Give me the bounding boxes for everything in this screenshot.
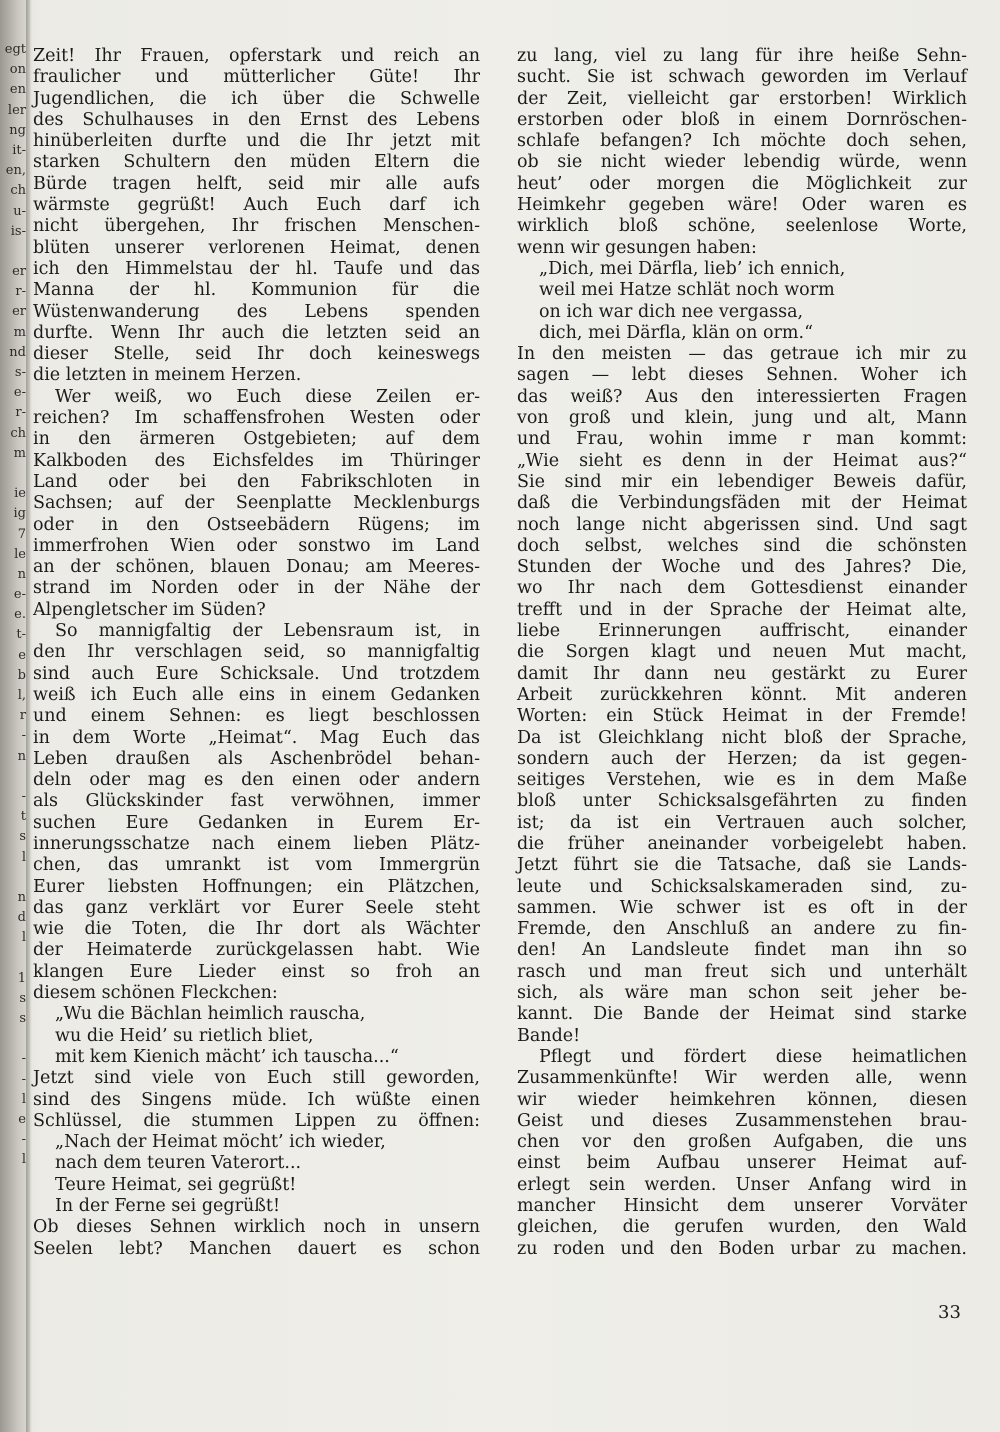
text-line: on ich war dich nee vergassa, [539, 301, 804, 322]
gutter-fragment: 1 [17, 970, 26, 986]
gutter-fragment: t [20, 809, 26, 825]
text-line: Ob dieses Sehnen wirklich noch in unsern [33, 1217, 480, 1238]
text-line: sind des Singens müde. Ich wüßte einen [33, 1089, 480, 1110]
text-line: an der schönen, blauen Donau; am Meeres- [33, 557, 480, 578]
text-line: Geist und dieses Zusammenstehen brau- [517, 1110, 967, 1131]
gutter-fragment: en [9, 82, 26, 98]
gutter-fragment [0, 948, 26, 968]
text-line: Kalkboden des Eichsfeldes im Thüringer [33, 450, 480, 471]
gutter-fragment: e- [13, 385, 26, 401]
text-line: Jugendlichen, die ich über die Schwelle [33, 88, 480, 109]
text-line: Eurer liebsten Hoffnungen; ein Plätzchen, [33, 876, 480, 897]
gutter-fragment: n [17, 566, 26, 582]
text-line: und Frau, wohin imme r man kommt: [517, 429, 967, 450]
text-line: chen, das umrankt ist vom Immergrün [33, 855, 480, 876]
right-text-column [517, 46, 967, 1260]
text-line: Bande! [517, 1025, 581, 1046]
text-line: innerungsschatze nach einem lieben Plätz- [33, 833, 480, 854]
text-line: Alpengletscher im Süden? [33, 599, 266, 620]
text-line: diesem schönen Fleckchen: [33, 983, 278, 1004]
gutter-fragment: ie [14, 486, 26, 502]
gutter-fragment [0, 1171, 26, 1191]
text-line: erlegt sein werden. Unser Anfang wird in [517, 1174, 967, 1195]
text-line: der Heimaterde zurückgelassen habt. Wie [33, 940, 480, 961]
gutter-fragment: m [13, 445, 26, 461]
gutter-fragment: ler [7, 102, 26, 118]
gutter-fragment: r- [15, 405, 26, 421]
gutter-fragment: s- [14, 365, 26, 380]
text-line: das ganz verklärt vor Eurer Seele steht [33, 897, 480, 918]
gutter-fragment: it- [12, 142, 26, 158]
text-line: Heimkehr gegeben wäre! Oder waren es [517, 195, 967, 216]
text-line: ich den Himmelstau der hl. Taufe und das [33, 258, 480, 279]
text-line: die letzten in meinem Herzen. [33, 365, 302, 386]
gutter-fragment: - [21, 1051, 26, 1067]
text-line: ob sie nicht wieder lebendig würde, wenn [517, 152, 967, 173]
gutter-fragment: l [21, 1091, 26, 1107]
gutter-fragment [0, 1029, 26, 1049]
text-line: schlafe befangen? Ich möchte doch sehen, [517, 131, 967, 152]
gutter-fragment: - [21, 1071, 26, 1087]
text-line: mit kem Kienich mächt’ ich tauscha...“ [55, 1046, 399, 1067]
text-line: seitiges Verstehen, wie es in dem Maße [517, 770, 967, 791]
gutter-fragment: n [17, 889, 26, 905]
text-line: Land oder bei den Fabrikschloten in [33, 471, 480, 492]
text-line: die früher aneinander vorbeigelebt haben. [517, 833, 967, 854]
left-text-column [33, 46, 480, 1260]
text-line: nach dem teuren Vaterort... [55, 1153, 302, 1174]
page-number: 33 [938, 1302, 961, 1323]
text-line: rasch und man freut sich und unterhält [517, 961, 967, 982]
gutter-fragment: s [19, 990, 26, 1006]
text-line: mancher Hinsicht dem unserer Vorväter [517, 1196, 967, 1217]
gutter-fragment: egt [4, 42, 26, 57]
gutter-fragment: er [12, 304, 26, 320]
text-line: und einem Sehnen: es liegt beschlossen [33, 706, 480, 727]
gutter-fragment [0, 464, 26, 484]
text-line: wirklich bloß schöne, seelenlose Worte, [517, 216, 967, 237]
text-line: Da ist Gleichklang nicht bloß der Sprache, [517, 727, 967, 748]
text-line: den! An Landsleute findet man ihn so [517, 940, 967, 961]
gutter-fragment: r [19, 708, 26, 724]
gutter-fragment: s [19, 1011, 26, 1026]
text-line: sind auch Eure Schicksale. Und trotzdem [33, 663, 480, 684]
gutter-fragment: d [17, 910, 26, 926]
gutter-fragment: is- [10, 223, 26, 239]
text-line: starken Schultern den müden Eltern die [33, 152, 480, 173]
text-line: heut’ oder morgen die Möglichkeit zur [517, 173, 967, 194]
text-line: sondern auch der Herzen; da ist gegen- [517, 748, 967, 769]
text-line: „Wu die Bächlan heimlich rauscha, [55, 1004, 366, 1025]
gutter-fragment: t- [16, 627, 26, 643]
text-line: doch selbst, welches sind die schönsten [517, 535, 967, 556]
gutter-fragment: s [19, 829, 26, 845]
text-line: nicht übergehen, Ihr frischen Menschen- [33, 216, 480, 237]
text-line: durfte. Wenn Ihr auch die letzten seid an [33, 322, 480, 343]
gutter-fragment: u- [13, 203, 26, 219]
text-line: immerfrohen Wien oder sonstwo im Land [33, 535, 480, 556]
text-line: wenn wir gesungen haben: [517, 237, 757, 258]
text-line: oder in den Ostseebädern Rügens; im [33, 514, 480, 535]
gutter-fragment: - [21, 728, 26, 744]
gutter-fragment: e. [14, 607, 26, 623]
gutter-fragment: r- [15, 284, 26, 300]
gutter-fragment: le [14, 546, 26, 562]
text-line: Schlüssel, die stummen Lippen zu öffnen: [33, 1110, 480, 1131]
text-line: suchen Eure Gedanken in Eurem Er- [33, 812, 480, 833]
text-line: in den ärmeren Ostgebieten; auf dem [33, 429, 480, 450]
gutter-fragment: e- [13, 587, 26, 603]
text-line: Zusammenkünfte! Wir werden alle, wenn [517, 1068, 967, 1089]
text-line: Jetzt führt sie die Tatsache, daß sie Lands- [517, 855, 967, 876]
text-line: wie die Toten, die Ihr dort als Wächter [33, 919, 480, 940]
gutter-fragment: e [18, 647, 26, 663]
text-line: weil mei Hatze schlät noch worm [539, 280, 835, 301]
gutter-fragment: - [21, 788, 26, 804]
text-line: noch lange nicht abgerissen sind. Und sagt [517, 514, 967, 535]
gutter-fragment [0, 1191, 26, 1211]
gutter-fragment: l [21, 849, 26, 865]
text-line: daß die Verbindungsfäden mit der Heimat [517, 493, 967, 514]
gutter-fragment: - [21, 1132, 26, 1148]
text-line: Pflegt und fördert diese heimatlichen [539, 1046, 967, 1067]
gutter-fragment: e [18, 1111, 26, 1127]
text-line: Manna der hl. Kommunion für die [33, 280, 480, 301]
text-line: zu roden und den Boden urbar zu machen. [517, 1238, 967, 1259]
gutter-fragment [0, 767, 26, 787]
gutter-fragment: er [12, 264, 26, 280]
text-line: dich, mei Därfla, klän on orm.“ [539, 322, 814, 343]
text-line: klangen Eure Lieder einst so froh an [33, 961, 480, 982]
text-line: wo Ihr nach dem Gottesdienst einander [517, 578, 967, 599]
text-line: der Zeit, vielleicht gar erstorben! Wirklich [517, 88, 967, 109]
text-line: Worten: ein Stück Heimat in der Fremde! [517, 706, 967, 727]
text-line: leute und Schicksalskameraden sind, zu- [517, 876, 967, 897]
text-line: sammen. Wie schwer ist es oft in der [517, 897, 967, 918]
text-line: wu die Heid’ su rietlich bliet, [55, 1025, 314, 1046]
gutter-fragment: ch [10, 183, 26, 199]
text-line: das weiß? Aus den interessierten Fragen [517, 386, 967, 407]
gutter-fragment: b [17, 667, 26, 683]
text-line: Leben draußen als Aschenbrödel behan- [33, 748, 480, 769]
text-line: von groß und klein, jung und alt, Mann [517, 408, 967, 429]
text-line: Wer weiß, wo Euch diese Zeilen er- [55, 386, 480, 407]
text-line: des Schulhauses in den Ernst des Lebens [33, 109, 480, 130]
text-line: Fremde, den Anschluß an andere zu fin- [517, 919, 967, 940]
text-line: fraulicher und mütterlicher Güte! Ihr [33, 67, 480, 88]
gutter-fragment: l [21, 1152, 26, 1168]
gutter-fragment: m [13, 324, 26, 340]
gutter-fragment [0, 868, 26, 888]
text-line: zu lang, viel zu lang für ihre heiße Sehn- [517, 46, 967, 66]
text-line: wärmste gegrüßt! Auch Euch darf ich [33, 195, 480, 216]
text-line: damit Ihr dann neu gestärkt zu Eurer [517, 663, 967, 684]
text-line: trefft und in der Sprache der Heimat alte, [517, 599, 967, 620]
gutter-fragment: ig [13, 506, 26, 522]
text-line: als Glückskinder fast verwöhnen, immer [33, 791, 480, 812]
gutter-fragment: on [9, 62, 26, 78]
gutter-fragment: ch [10, 425, 26, 441]
text-line: In der Ferne sei gegrüßt! [55, 1196, 280, 1217]
text-line: kannt. Die Bande der Heimat sind starke [517, 1004, 967, 1025]
gutter-fragment: l [21, 930, 26, 946]
gutter-fragment: ng [9, 122, 26, 138]
text-line: Stunden der Woche und des Jahres? Die, [517, 557, 967, 578]
text-line: So mannigfaltig der Lebensraum ist, in [55, 621, 480, 642]
text-line: ist; da ist ein Vertrauen auch solcher, [517, 812, 967, 833]
text-line: sich, als wäre man schon seit jeher be- [517, 983, 967, 1004]
text-line: dieser Stelle, seid Ihr doch keineswegs [33, 344, 480, 365]
text-line: weiß ich Euch alle eins in einem Gedanken [33, 684, 480, 705]
gutter-fragment: nd [9, 344, 26, 360]
text-line: erstorben oder bloß in einem Dornröschen- [517, 109, 967, 130]
text-line: die Sorgen klagt und neuen Mut macht, [517, 642, 967, 663]
binding-shadow [26, 0, 32, 1432]
gutter-fragment [0, 242, 26, 262]
text-line: Jetzt sind viele von Euch still geworden, [33, 1068, 480, 1089]
text-line: „Nach der Heimat möcht’ ich wieder, [55, 1132, 386, 1153]
text-line: „Wie sieht es denn in der Heimat aus?“ [517, 450, 967, 471]
text-line: Teure Heimat, sei gegrüßt! [55, 1174, 297, 1195]
text-line: Sie sind mir ein lebendiger Beweis dafür, [517, 471, 967, 492]
text-line: hinüberleiten durfte und die Ihr jetzt mit [33, 131, 480, 152]
text-line: sagen — lebt dieses Sehnen. Woher ich [517, 365, 967, 386]
gutter-fragment: 7 [17, 526, 26, 542]
gutter-fragment: n [17, 748, 26, 764]
text-line: in dem Worte „Heimat“. Mag Euch das [33, 727, 480, 748]
text-line: Bürde tragen helft, seid mir alle aufs [33, 173, 480, 194]
gutter-fragment: en, [5, 163, 26, 179]
text-line: strand im Norden oder in der Nähe der [33, 578, 480, 599]
text-line: deln oder mag es den einen oder andern [33, 770, 480, 791]
text-line: Zeit! Ihr Frauen, opferstark und reich an [33, 46, 480, 66]
text-line: liebe Erinnerungen auffrischt, einander [517, 621, 967, 642]
text-line: sucht. Sie ist schwach geworden im Verlauf [517, 67, 967, 88]
text-line: gleichen, die gerufen wurden, den Wald [517, 1217, 967, 1238]
text-line: den Ihr verschlagen seid, so mannigfaltig [33, 642, 480, 663]
text-line: Seelen lebt? Manchen dauert es schon [33, 1238, 480, 1259]
text-line: Wüstenwanderung des Lebens spenden [33, 301, 480, 322]
text-line: einst beim Aufbau unserer Heimat auf- [517, 1153, 967, 1174]
text-line: Sachsen; auf der Seenplatte Mecklenburgs [33, 493, 480, 514]
text-line: Arbeit zurückkehren könnt. Mit anderen [517, 684, 967, 705]
text-line: blüten unserer verlorenen Heimat, denen [33, 237, 480, 258]
text-line: In den meisten — das getraue ich mir zu [517, 344, 967, 365]
gutter-fragment: l, [17, 688, 26, 703]
text-line: „Dich, mei Därfla, lieb’ ich ennich, [539, 258, 846, 279]
text-line: chen vor den großen Aufgaben, die uns [517, 1132, 967, 1153]
text-line: wir wieder heimkehren können, diesen [517, 1089, 967, 1110]
text-line: reichen? Im schaffensfrohen Westen oder [33, 408, 480, 429]
text-line: bloß unter Schicksalsgefährten zu finden [517, 791, 967, 812]
